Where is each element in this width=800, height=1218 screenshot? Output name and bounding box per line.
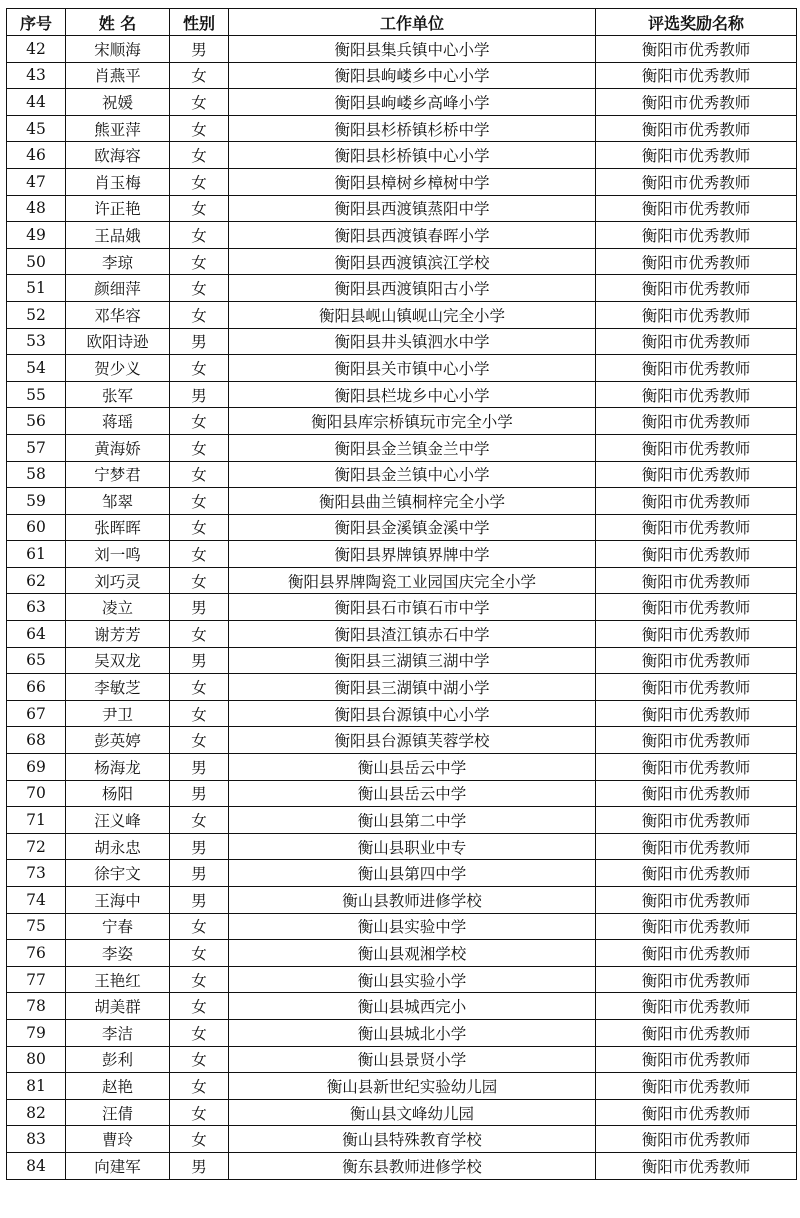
cell-name: 宋顺海: [66, 36, 170, 63]
cell-no: 81: [7, 1073, 66, 1100]
cell-name: 蒋瑶: [66, 408, 170, 435]
cell-unit: 衡山县观湘学校: [229, 940, 596, 967]
cell-gender: 女: [170, 434, 229, 461]
cell-unit: 衡阳县界牌镇界牌中学: [229, 541, 596, 568]
cell-unit: 衡山县实验中学: [229, 913, 596, 940]
table-row: [7, 1099, 797, 1126]
cell-name: 祝媛: [66, 89, 170, 116]
cell-name: 曹玲: [66, 1126, 170, 1153]
table-row: [7, 461, 797, 488]
cell-name: 宁梦君: [66, 461, 170, 488]
table-row: [7, 142, 797, 169]
cell-no: 69: [7, 754, 66, 781]
cell-award: 衡阳市优秀教师: [596, 461, 797, 488]
cell-gender: 女: [170, 355, 229, 382]
cell-gender: 男: [170, 594, 229, 621]
cell-name: 张军: [66, 381, 170, 408]
cell-unit: 衡阳县岘山镇岘山完全小学: [229, 301, 596, 328]
cell-unit: 衡阳县金兰镇金兰中学: [229, 434, 596, 461]
cell-gender: 女: [170, 115, 229, 142]
cell-unit: 衡阳县杉桥镇杉桥中学: [229, 115, 596, 142]
cell-gender: 女: [170, 807, 229, 834]
cell-award: 衡阳市优秀教师: [596, 700, 797, 727]
table-row: [7, 913, 797, 940]
cell-gender: 女: [170, 195, 229, 222]
cell-gender: 男: [170, 36, 229, 63]
cell-award: 衡阳市优秀教师: [596, 36, 797, 63]
cell-no: 84: [7, 1152, 66, 1179]
cell-name: 肖燕平: [66, 62, 170, 89]
cell-name: 贺少义: [66, 355, 170, 382]
cell-name: 胡永忠: [66, 833, 170, 860]
cell-unit: 衡阳县西渡镇蒸阳中学: [229, 195, 596, 222]
cell-gender: 女: [170, 62, 229, 89]
cell-gender: 女: [170, 1099, 229, 1126]
cell-award: 衡阳市优秀教师: [596, 993, 797, 1020]
cell-no: 64: [7, 621, 66, 648]
cell-award: 衡阳市优秀教师: [596, 594, 797, 621]
cell-name: 杨海龙: [66, 754, 170, 781]
cell-award: 衡阳市优秀教师: [596, 248, 797, 275]
cell-name: 李洁: [66, 1019, 170, 1046]
cell-no: 61: [7, 541, 66, 568]
cell-no: 58: [7, 461, 66, 488]
cell-award: 衡阳市优秀教师: [596, 674, 797, 701]
cell-gender: 男: [170, 647, 229, 674]
cell-unit: 衡山县实验小学: [229, 966, 596, 993]
cell-award: 衡阳市优秀教师: [596, 727, 797, 754]
cell-gender: 男: [170, 381, 229, 408]
cell-unit: 衡山县教师进修学校: [229, 887, 596, 914]
table-row: [7, 1126, 797, 1153]
cell-no: 52: [7, 301, 66, 328]
cell-name: 张晖晖: [66, 514, 170, 541]
cell-award: 衡阳市优秀教师: [596, 514, 797, 541]
cell-unit: 衡山县新世纪实验幼儿园: [229, 1073, 596, 1100]
cell-gender: 男: [170, 887, 229, 914]
table-row: [7, 514, 797, 541]
table-row: [7, 301, 797, 328]
cell-gender: 男: [170, 328, 229, 355]
cell-gender: 女: [170, 727, 229, 754]
cell-name: 李琼: [66, 248, 170, 275]
cell-no: 62: [7, 567, 66, 594]
cell-gender: 女: [170, 89, 229, 116]
cell-no: 43: [7, 62, 66, 89]
table-row: [7, 940, 797, 967]
cell-gender: 女: [170, 222, 229, 249]
cell-unit: 衡山县文峰幼儿园: [229, 1099, 596, 1126]
cell-unit: 衡阳县集兵镇中心小学: [229, 36, 596, 63]
cell-name: 李敏芝: [66, 674, 170, 701]
cell-no: 42: [7, 36, 66, 63]
cell-name: 颜细萍: [66, 275, 170, 302]
cell-name: 谢芳芳: [66, 621, 170, 648]
cell-unit: 衡阳县岣嵝乡高峰小学: [229, 89, 596, 116]
cell-unit: 衡阳县关市镇中心小学: [229, 355, 596, 382]
cell-gender: 女: [170, 248, 229, 275]
cell-no: 67: [7, 700, 66, 727]
cell-award: 衡阳市优秀教师: [596, 168, 797, 195]
award-table: [6, 8, 797, 1180]
cell-gender: 女: [170, 142, 229, 169]
cell-unit: 衡阳县杉桥镇中心小学: [229, 142, 596, 169]
cell-name: 赵艳: [66, 1073, 170, 1100]
cell-name: 凌立: [66, 594, 170, 621]
cell-no: 70: [7, 780, 66, 807]
cell-name: 许正艳: [66, 195, 170, 222]
cell-unit: 衡山县职业中专: [229, 833, 596, 860]
cell-name: 王海中: [66, 887, 170, 914]
cell-gender: 女: [170, 993, 229, 1020]
cell-gender: 女: [170, 541, 229, 568]
table-row: [7, 1046, 797, 1073]
cell-gender: 男: [170, 860, 229, 887]
cell-unit: 衡阳县西渡镇春晖小学: [229, 222, 596, 249]
cell-name: 彭利: [66, 1046, 170, 1073]
cell-name: 胡美群: [66, 993, 170, 1020]
cell-gender: 女: [170, 1126, 229, 1153]
cell-award: 衡阳市优秀教师: [596, 1073, 797, 1100]
cell-no: 50: [7, 248, 66, 275]
cell-award: 衡阳市优秀教师: [596, 833, 797, 860]
cell-award: 衡阳市优秀教师: [596, 1152, 797, 1179]
cell-award: 衡阳市优秀教师: [596, 142, 797, 169]
cell-unit: 衡阳县台源镇芙蓉学校: [229, 727, 596, 754]
table-row: [7, 168, 797, 195]
cell-no: 55: [7, 381, 66, 408]
cell-unit: 衡山县岳云中学: [229, 754, 596, 781]
table-row: [7, 993, 797, 1020]
table-row: [7, 541, 797, 568]
cell-unit: 衡阳县西渡镇阳古小学: [229, 275, 596, 302]
table-row: [7, 1073, 797, 1100]
cell-name: 吴双龙: [66, 647, 170, 674]
cell-award: 衡阳市优秀教师: [596, 567, 797, 594]
table-row: [7, 594, 797, 621]
cell-award: 衡阳市优秀教师: [596, 966, 797, 993]
cell-no: 77: [7, 966, 66, 993]
table-row: [7, 355, 797, 382]
cell-no: 59: [7, 488, 66, 515]
cell-name: 肖玉梅: [66, 168, 170, 195]
cell-gender: 女: [170, 514, 229, 541]
cell-award: 衡阳市优秀教师: [596, 408, 797, 435]
cell-unit: 衡阳县金兰镇中心小学: [229, 461, 596, 488]
cell-no: 80: [7, 1046, 66, 1073]
cell-unit: 衡阳县渣江镇赤石中学: [229, 621, 596, 648]
cell-award: 衡阳市优秀教师: [596, 355, 797, 382]
cell-name: 刘巧灵: [66, 567, 170, 594]
cell-gender: 女: [170, 940, 229, 967]
cell-gender: 女: [170, 567, 229, 594]
cell-gender: 女: [170, 966, 229, 993]
table-row: [7, 621, 797, 648]
table-row: [7, 434, 797, 461]
cell-no: 53: [7, 328, 66, 355]
table-row: [7, 248, 797, 275]
cell-award: 衡阳市优秀教师: [596, 754, 797, 781]
cell-name: 欧阳诗逊: [66, 328, 170, 355]
cell-unit: 衡阳县井头镇泗水中学: [229, 328, 596, 355]
cell-unit: 衡阳县石市镇石市中学: [229, 594, 596, 621]
table-row: [7, 328, 797, 355]
cell-award: 衡阳市优秀教师: [596, 89, 797, 116]
cell-gender: 女: [170, 408, 229, 435]
header-row: [7, 9, 797, 36]
cell-unit: 衡阳县樟树乡樟树中学: [229, 168, 596, 195]
cell-award: 衡阳市优秀教师: [596, 647, 797, 674]
cell-unit: 衡山县城北小学: [229, 1019, 596, 1046]
cell-no: 82: [7, 1099, 66, 1126]
cell-name: 熊亚萍: [66, 115, 170, 142]
cell-gender: 女: [170, 1073, 229, 1100]
table-row: [7, 275, 797, 302]
cell-gender: 女: [170, 168, 229, 195]
cell-award: 衡阳市优秀教师: [596, 621, 797, 648]
cell-name: 杨阳: [66, 780, 170, 807]
cell-name: 邓华容: [66, 301, 170, 328]
cell-award: 衡阳市优秀教师: [596, 301, 797, 328]
table-row: [7, 222, 797, 249]
cell-unit: 衡阳县库宗桥镇玩市完全小学: [229, 408, 596, 435]
cell-name: 徐宇文: [66, 860, 170, 887]
cell-gender: 女: [170, 700, 229, 727]
cell-name: 刘一鸣: [66, 541, 170, 568]
header-no: 序号: [7, 9, 66, 36]
table-row: [7, 488, 797, 515]
cell-name: 欧海容: [66, 142, 170, 169]
table-row: [7, 195, 797, 222]
table-row: [7, 754, 797, 781]
cell-unit: 衡阳县台源镇中心小学: [229, 700, 596, 727]
cell-no: 78: [7, 993, 66, 1020]
cell-no: 57: [7, 434, 66, 461]
cell-award: 衡阳市优秀教师: [596, 1099, 797, 1126]
cell-unit: 衡山县城西完小: [229, 993, 596, 1020]
cell-award: 衡阳市优秀教师: [596, 434, 797, 461]
cell-unit: 衡阳县三湖镇中湖小学: [229, 674, 596, 701]
table-row: [7, 1019, 797, 1046]
cell-no: 76: [7, 940, 66, 967]
cell-name: 尹卫: [66, 700, 170, 727]
cell-gender: 男: [170, 1152, 229, 1179]
table-row: [7, 1152, 797, 1179]
cell-no: 51: [7, 275, 66, 302]
cell-award: 衡阳市优秀教师: [596, 62, 797, 89]
table-row: [7, 860, 797, 887]
cell-unit: 衡阳县三湖镇三湖中学: [229, 647, 596, 674]
table-body: [7, 36, 797, 1180]
cell-award: 衡阳市优秀教师: [596, 913, 797, 940]
cell-award: 衡阳市优秀教师: [596, 195, 797, 222]
table-row: [7, 36, 797, 63]
cell-award: 衡阳市优秀教师: [596, 275, 797, 302]
cell-no: 54: [7, 355, 66, 382]
table-header: [7, 9, 797, 36]
cell-no: 68: [7, 727, 66, 754]
cell-award: 衡阳市优秀教师: [596, 541, 797, 568]
cell-unit: 衡阳县界牌陶瓷工业园国庆完全小学: [229, 567, 596, 594]
table-row: [7, 727, 797, 754]
header-gender: 性别: [170, 9, 229, 36]
cell-no: 60: [7, 514, 66, 541]
cell-no: 73: [7, 860, 66, 887]
cell-award: 衡阳市优秀教师: [596, 860, 797, 887]
table-row: [7, 966, 797, 993]
cell-gender: 女: [170, 1046, 229, 1073]
cell-unit: 衡山县第二中学: [229, 807, 596, 834]
cell-award: 衡阳市优秀教师: [596, 222, 797, 249]
table-row: [7, 381, 797, 408]
cell-no: 44: [7, 89, 66, 116]
cell-gender: 女: [170, 275, 229, 302]
cell-name: 彭英婷: [66, 727, 170, 754]
cell-no: 45: [7, 115, 66, 142]
cell-award: 衡阳市优秀教师: [596, 940, 797, 967]
cell-award: 衡阳市优秀教师: [596, 1046, 797, 1073]
cell-award: 衡阳市优秀教师: [596, 887, 797, 914]
cell-award: 衡阳市优秀教师: [596, 1126, 797, 1153]
cell-no: 66: [7, 674, 66, 701]
cell-unit: 衡阳县西渡镇滨江学校: [229, 248, 596, 275]
header-name: 姓 名: [66, 9, 170, 36]
cell-unit: 衡东县教师进修学校: [229, 1152, 596, 1179]
cell-no: 72: [7, 833, 66, 860]
cell-award: 衡阳市优秀教师: [596, 488, 797, 515]
table-row: [7, 700, 797, 727]
cell-unit: 衡山县特殊教育学校: [229, 1126, 596, 1153]
cell-no: 49: [7, 222, 66, 249]
cell-award: 衡阳市优秀教师: [596, 780, 797, 807]
table-row: [7, 833, 797, 860]
cell-unit: 衡阳县栏垅乡中心小学: [229, 381, 596, 408]
cell-gender: 女: [170, 621, 229, 648]
cell-no: 47: [7, 168, 66, 195]
cell-name: 李姿: [66, 940, 170, 967]
cell-unit: 衡阳县金溪镇金溪中学: [229, 514, 596, 541]
cell-no: 83: [7, 1126, 66, 1153]
cell-unit: 衡阳县曲兰镇桐梓完全小学: [229, 488, 596, 515]
cell-award: 衡阳市优秀教师: [596, 115, 797, 142]
cell-gender: 女: [170, 674, 229, 701]
cell-no: 74: [7, 887, 66, 914]
table-row: [7, 647, 797, 674]
cell-unit: 衡阳县岣嵝乡中心小学: [229, 62, 596, 89]
cell-name: 邹翠: [66, 488, 170, 515]
table-row: [7, 807, 797, 834]
cell-no: 48: [7, 195, 66, 222]
cell-gender: 女: [170, 461, 229, 488]
cell-name: 汪倩: [66, 1099, 170, 1126]
table-row: [7, 887, 797, 914]
table-row: [7, 408, 797, 435]
cell-gender: 女: [170, 301, 229, 328]
cell-no: 46: [7, 142, 66, 169]
cell-gender: 女: [170, 913, 229, 940]
table-row: [7, 115, 797, 142]
cell-no: 71: [7, 807, 66, 834]
cell-name: 王品娥: [66, 222, 170, 249]
table-row: [7, 567, 797, 594]
header-award: 评选奖励名称: [596, 9, 797, 36]
cell-unit: 衡山县景贤小学: [229, 1046, 596, 1073]
header-unit: 工作单位: [229, 9, 596, 36]
cell-award: 衡阳市优秀教师: [596, 807, 797, 834]
cell-name: 王艳红: [66, 966, 170, 993]
cell-no: 56: [7, 408, 66, 435]
table-row: [7, 780, 797, 807]
table-row: [7, 62, 797, 89]
cell-gender: 男: [170, 833, 229, 860]
cell-name: 向建军: [66, 1152, 170, 1179]
cell-no: 75: [7, 913, 66, 940]
table-row: [7, 674, 797, 701]
cell-award: 衡阳市优秀教师: [596, 381, 797, 408]
cell-name: 黄海娇: [66, 434, 170, 461]
table-row: [7, 89, 797, 116]
cell-unit: 衡山县岳云中学: [229, 780, 596, 807]
cell-name: 汪义峰: [66, 807, 170, 834]
cell-gender: 男: [170, 754, 229, 781]
cell-unit: 衡山县第四中学: [229, 860, 596, 887]
cell-no: 65: [7, 647, 66, 674]
cell-no: 79: [7, 1019, 66, 1046]
cell-gender: 女: [170, 488, 229, 515]
cell-gender: 女: [170, 1019, 229, 1046]
cell-name: 宁春: [66, 913, 170, 940]
cell-no: 63: [7, 594, 66, 621]
cell-gender: 男: [170, 780, 229, 807]
cell-award: 衡阳市优秀教师: [596, 1019, 797, 1046]
cell-award: 衡阳市优秀教师: [596, 328, 797, 355]
